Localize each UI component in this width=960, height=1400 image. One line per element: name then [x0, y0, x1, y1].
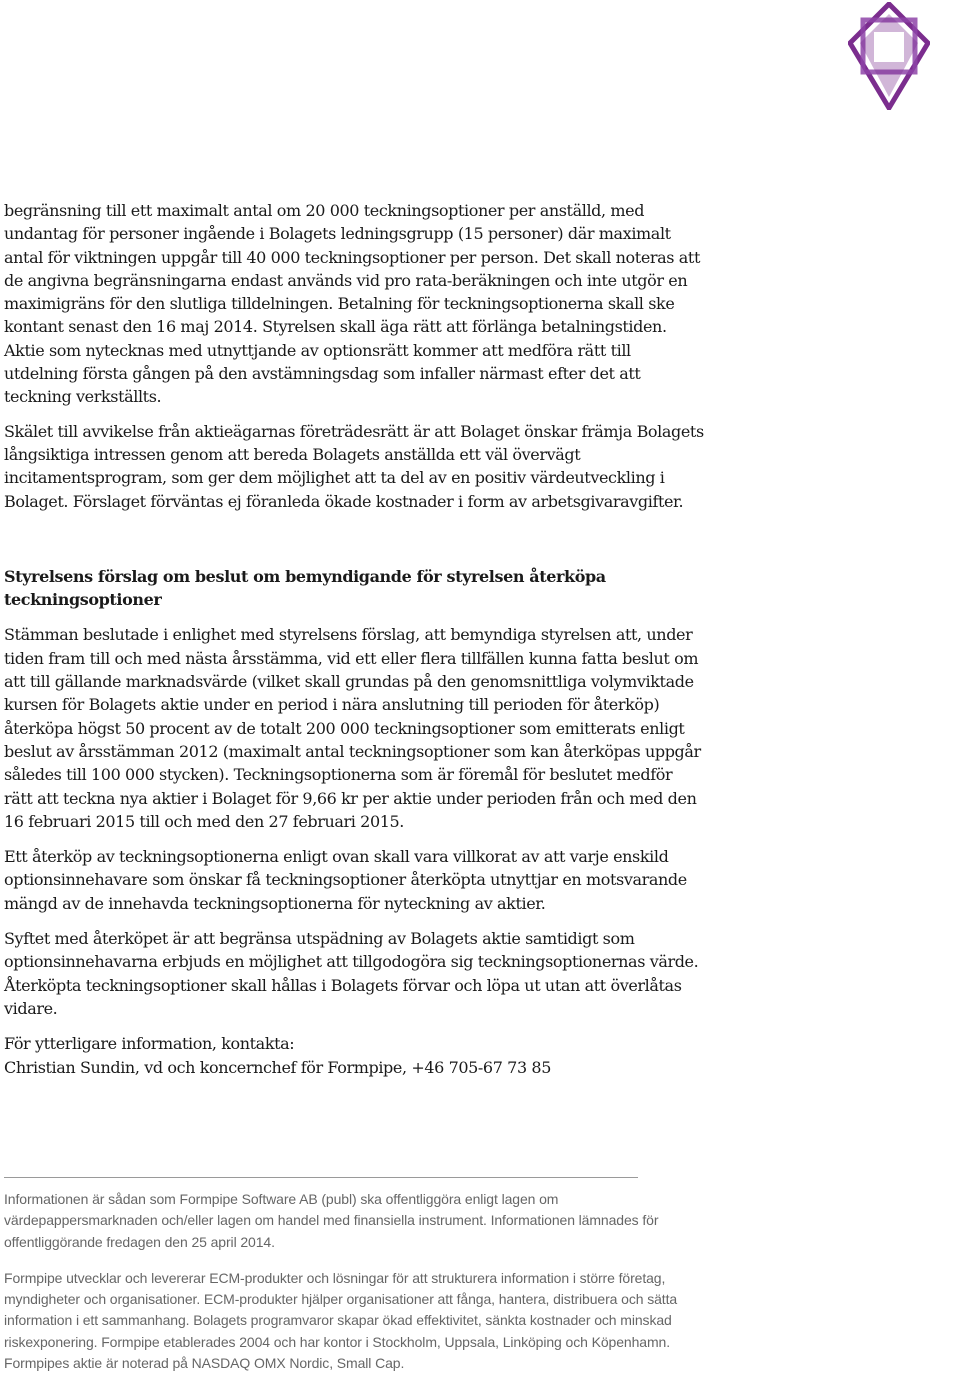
footer-divider: [4, 1177, 638, 1178]
footer: [4, 1189, 684, 1374]
body-paragraph-allocation: begränsning till ett maximalt antal om 20 000 teckningsoptioner per anställd, med undantag för personer ingående i Bolagets ledningsgrupp (15 personer) där maximalt antal för viktningen uppgår till 40 000 teckningsoptioner per person. Det skall noteras att de angivna begränsningarna endast används vid pro rata-beräkningen och inte utgör en maximigräns för den slutliga tilldelningen. Betalning för teckningsoptionerna skall ske kontant senast den 16 maj 2014. Styrelsen skall äga rätt att förlänga betalningstiden. Aktie som nytecknas med utnyttjande av optionsrätt kommer att medföra rätt till utdelning första gången på den avstämningsdag som infaller närmast efter det att teckning verkställts.: [4, 201, 700, 407]
contact-intro: För ytterligare information, kontakta:: [4, 1034, 295, 1054]
contact-person: Christian Sundin, vd och koncernchef för Formpipe, +46 705-67 73 85: [4, 1057, 551, 1077]
footer-disclosure: Informationen är sådan som Formpipe Software AB (publ) ska offentliggöra enligt lagen om värdepappersmarknaden och/eller lagen om handel med finansiella instrument. Informationen lämnades för offentliggörande fredagen den 25 april 2014.: [4, 1191, 659, 1250]
body-paragraph-condition: Ett återköp av teckningsoptionerna enligt ovan skall vara villkorat av att varje enskild optionsinnehavare som önskar få teckningsoptioner återköpta utnyttjar en motsvarande mängd av de innehavda teckningsoptionerna för nyteckning av aktier.: [4, 847, 687, 913]
body-paragraph-purpose: Syftet med återköpet är att begränsa utspädning av Bolagets aktie samtidigt som optionsinnehavarna erbjuds en möjlighet att tillgodogöra sig teckningsoptionernas värde. Återköpta teckningsoptioner skall hållas i Bolagets förvar och löpa ut utan att överlåtas vidare.: [4, 929, 699, 1018]
diamond-star-logo: [848, 2, 930, 110]
section-heading: Styrelsens förslag om beslut om bemyndigande för styrelsen återköpa teckningsoptioner: [4, 566, 606, 610]
body-paragraph-rationale: Skälet till avvikelse från aktieägarnas företrädesrätt är att Bolaget önskar främja Bolagets långsiktiga intressen genom att bereda Bolagets anställda ett väl övervägt incitamentsprogram, som ger dem möjlighet att ta del av en positiv värdeutveckling i Bolaget. Förslaget förväntas ej föranleda ökade kostnader i form av arbetsgivaravgifter.: [4, 421, 704, 511]
document-body: [4, 199, 704, 1079]
body-paragraph-authorization: Stämman beslutade i enlighet med styrelsens förslag, att bemyndiga styrelsen att, under tiden fram till och med nästa årsstämma, vid ett eller flera tillfällen kunna fatta beslut om att till gällande marknadsvärde (vilket skall grundas på den genomsnittliga volymviktade kursen för Bolagets aktie under en period i nära anslutning till perioden för återköp) återköpa högst 50 procent av de totalt 200 000 teckningsoptioner som emitterats enligt beslut av årsstämman 2012 (maximalt antal teckningsoptioner som kan återköpas uppgår således till 100 000 stycken). Teckningsoptionerna som är föremål för beslutet medför rätt att teckna nya aktier i Bolaget för 9,66 kr per aktie under perioden från och med den 16 februari 2015 till och med den 27 februari 2015.: [4, 625, 701, 831]
footer-company-description: Formpipe utvecklar och levererar ECM-produkter och lösningar för att strukturera information i större företag, myndigheter och organisationer. ECM-produkter hjälper organisationer att fånga, hantera, distribuera och sätta information i ett sammanhang. Bolagets programvaror skapar ökad effektivitet, sänkta kostnader och minskad riskexponering. Formpipe etablerades 2004 och har kontor i Stockholm, Uppsala, Linköping och Köpenhamn. Formpipes aktie är noterad på NASDAQ OMX Nordic, Small Cap.: [4, 1269, 678, 1372]
